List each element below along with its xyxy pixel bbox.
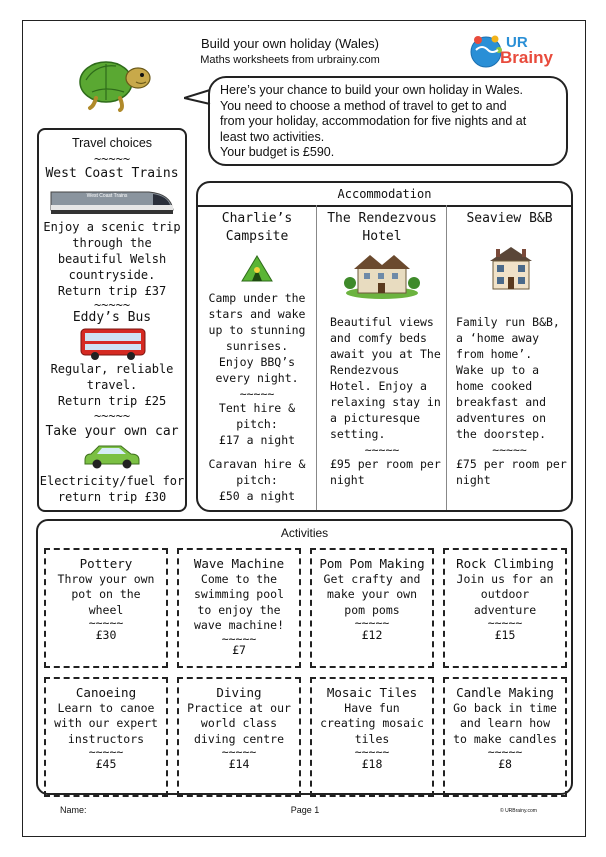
activity-desc: diving centre — [193, 731, 284, 746]
train-desc: countryside. — [68, 268, 156, 282]
separator: ~~~~~ — [221, 745, 257, 759]
tortoise-mascot-icon — [72, 52, 160, 112]
hotel-desc: Beautiful views — [330, 315, 434, 329]
hotel-desc: setting. — [330, 427, 386, 441]
activity-card — [44, 677, 168, 797]
campsite-name: Charlie’s — [221, 211, 293, 226]
activity-card — [443, 677, 567, 797]
activity-price: £18 — [361, 756, 383, 771]
campsite-name: Campsite — [225, 229, 289, 244]
separator: ~~~~~ — [354, 616, 390, 630]
activity-card — [177, 677, 301, 797]
hotel-desc: Rendezvous — [330, 363, 400, 377]
activity-price: £30 — [95, 627, 117, 642]
train-icon — [49, 186, 175, 216]
hotel-desc: relaxing stay in — [330, 395, 441, 409]
separator: ~~~~~ — [492, 443, 527, 457]
campsite-desc: sunrises. — [225, 339, 289, 353]
separator: ~~~~~ — [487, 616, 523, 630]
tent-price: pitch: — [236, 417, 278, 431]
bnb-desc: a ‘home away — [456, 331, 540, 345]
activity-desc: outdoor — [480, 587, 530, 601]
car-desc: return trip £30 — [57, 490, 167, 504]
tent-price: Tent hire & — [218, 401, 296, 415]
activity-price: £8 — [498, 756, 512, 771]
hotel-name: Hotel — [362, 229, 402, 244]
campsite-desc: stars and wake — [208, 307, 306, 321]
activity-desc: to enjoy the — [197, 602, 281, 617]
bnb-name: Seaview B&B — [466, 211, 553, 226]
activity-desc: Get crafty and — [323, 571, 421, 586]
hotel-column — [318, 205, 446, 510]
hotel-name: The Rendezvous — [327, 211, 437, 226]
activity-desc: Throw your own — [57, 571, 155, 586]
bnb-desc: home cooked — [456, 379, 533, 393]
activity-desc: make your own — [326, 587, 417, 601]
train-livery: West Coast Trains — [86, 193, 128, 199]
activity-card — [44, 548, 168, 668]
separator: ~~~~~ — [88, 616, 124, 630]
caravan-price: Caravan hire & — [208, 457, 306, 471]
bnb-desc: adventures on — [456, 411, 547, 425]
activity-name: Wave Machine — [193, 556, 285, 571]
hotel-price: night — [330, 473, 365, 487]
activity-name: Canoeing — [75, 685, 137, 700]
accommodation-heading: Accommodation — [198, 183, 571, 207]
travel-heading: Travel choices — [71, 136, 153, 150]
intro-line: Here’s your chance to build your own holiday in Wales. — [220, 83, 523, 97]
column-divider — [446, 205, 447, 510]
activity-desc: to make candles — [453, 731, 557, 746]
hotel-desc: Hotel. Enjoy a — [330, 379, 427, 393]
separator: ~~~~~ — [354, 745, 390, 759]
bnb-desc: breakfast and — [456, 395, 547, 409]
train-desc: Enjoy a scenic trip — [43, 220, 181, 234]
separator: ~~~~~ — [364, 443, 400, 457]
separator: ~~~~~ — [93, 298, 131, 312]
activity-price: £45 — [95, 756, 117, 771]
activity-desc: wheel — [88, 602, 124, 617]
activity-price: £7 — [232, 643, 246, 657]
activity-desc: swimming pool — [193, 587, 284, 601]
activity-desc: pom poms — [344, 602, 400, 617]
activity-desc: adventure — [473, 602, 537, 617]
bus-desc: Regular, reliable — [50, 362, 174, 376]
separator: ~~~~~ — [93, 152, 131, 166]
campsite-desc: every night. — [215, 371, 299, 385]
campsite-desc: up to stunning — [208, 323, 306, 337]
activity-desc: with our expert — [54, 716, 158, 730]
bus-desc: travel. — [86, 378, 138, 392]
page-subtitle: Maths worksheets from urbrainy.com — [200, 54, 380, 66]
activity-desc: Go back in time — [453, 700, 557, 715]
caravan-price: pitch: — [236, 473, 278, 487]
hotel-desc: and comfy beds — [330, 331, 427, 345]
activity-desc: pot on the — [71, 587, 141, 601]
intro-line: least two activities. — [220, 129, 325, 144]
separator: ~~~~~ — [221, 631, 257, 646]
tent-price: £17 a night — [218, 433, 296, 447]
activity-desc: Practice at our — [187, 700, 291, 715]
bus-icon — [79, 327, 147, 361]
activity-name: Mosaic Tiles — [326, 685, 418, 700]
bnb-column — [448, 205, 571, 510]
intro-line: from your holiday, accommodation for five nights and at — [220, 114, 527, 128]
separator: ~~~~~ — [88, 745, 124, 759]
bnb-desc: Wake up to a — [456, 363, 540, 377]
car-desc: Electricity/fuel for — [39, 474, 185, 488]
activity-name: Pom Pom Making — [319, 556, 425, 571]
separator: ~~~~~ — [93, 409, 131, 423]
hotel-desc: await you at The — [330, 347, 441, 361]
activity-card — [310, 677, 434, 797]
car-name: Take your own car — [45, 424, 179, 439]
bnb-desc: Family run B&B, — [456, 315, 560, 329]
car-icon — [81, 442, 143, 470]
activity-name: Diving — [216, 685, 262, 700]
globe-icon — [468, 32, 504, 72]
activity-name: Candle Making — [456, 685, 554, 700]
page-title: Build your own holiday (Wales) — [201, 36, 379, 51]
bnb-house-icon — [486, 243, 536, 293]
separator: ~~~~~ — [239, 387, 275, 401]
bnb-desc: from home’. — [456, 347, 533, 361]
accommodation-panel — [196, 181, 573, 512]
page-number: Page 1 — [290, 805, 320, 815]
hotel-price: £95 per room per — [330, 457, 441, 471]
tent-icon — [240, 253, 274, 283]
activities-heading: Activities — [280, 526, 329, 540]
activity-desc: tiles — [354, 731, 390, 746]
bnb-price: £75 per room per — [456, 457, 567, 471]
activity-name: Pottery — [79, 556, 133, 571]
activity-price: £15 — [494, 627, 516, 642]
activity-price: £14 — [228, 756, 250, 771]
separator: ~~~~~ — [487, 745, 523, 759]
travel-choices-panel — [37, 128, 187, 512]
bnb-desc: the doorstep. — [456, 427, 547, 441]
activity-price: £12 — [361, 627, 383, 642]
train-desc: beautiful Welsh — [57, 252, 167, 266]
activity-desc: Have fun — [344, 700, 400, 715]
activity-desc: and learn how — [459, 716, 550, 730]
urbrainy-logo — [468, 30, 568, 74]
activity-desc: instructors — [67, 731, 145, 746]
activity-desc: Learn to canoe — [57, 700, 155, 715]
campsite-desc: Camp under the — [208, 291, 306, 305]
bus-price: Return trip £25 — [57, 394, 167, 408]
train-price: Return trip £37 — [57, 284, 167, 298]
intro-speech-bubble — [208, 76, 568, 166]
name-label: Name: — [60, 805, 87, 815]
activity-desc: wave machine! — [193, 618, 284, 632]
logo-text-bottom: Brainy — [500, 48, 553, 67]
bnb-price: night — [456, 473, 491, 487]
logo-text-top: UR — [506, 34, 528, 51]
activity-desc: creating mosaic — [320, 716, 424, 730]
intro-line: You need to choose a method of travel to get to and — [220, 98, 507, 113]
campsite-desc: Enjoy BBQ’s — [218, 355, 296, 369]
bus-name: Eddy’s Bus — [72, 310, 152, 325]
activity-desc: world class — [200, 716, 278, 730]
activity-desc: Come to the — [200, 571, 278, 586]
caravan-price: £50 a night — [218, 489, 296, 503]
activities-panel — [36, 519, 573, 795]
copyright: © URBrainy.com — [500, 808, 537, 814]
activity-card — [177, 548, 301, 668]
activity-name: Rock Climbing — [456, 556, 554, 571]
campsite-column — [198, 205, 316, 510]
activity-desc: Join us for an — [456, 571, 554, 586]
train-desc: through the — [72, 236, 152, 250]
intro-budget: Your budget is £590. — [220, 145, 335, 159]
hotel-icon — [344, 249, 420, 299]
column-divider — [316, 205, 317, 510]
hotel-desc: a picturesque — [330, 411, 421, 425]
train-name: West Coast Trains — [45, 166, 179, 181]
activity-card — [310, 548, 434, 668]
activity-card — [443, 548, 567, 668]
